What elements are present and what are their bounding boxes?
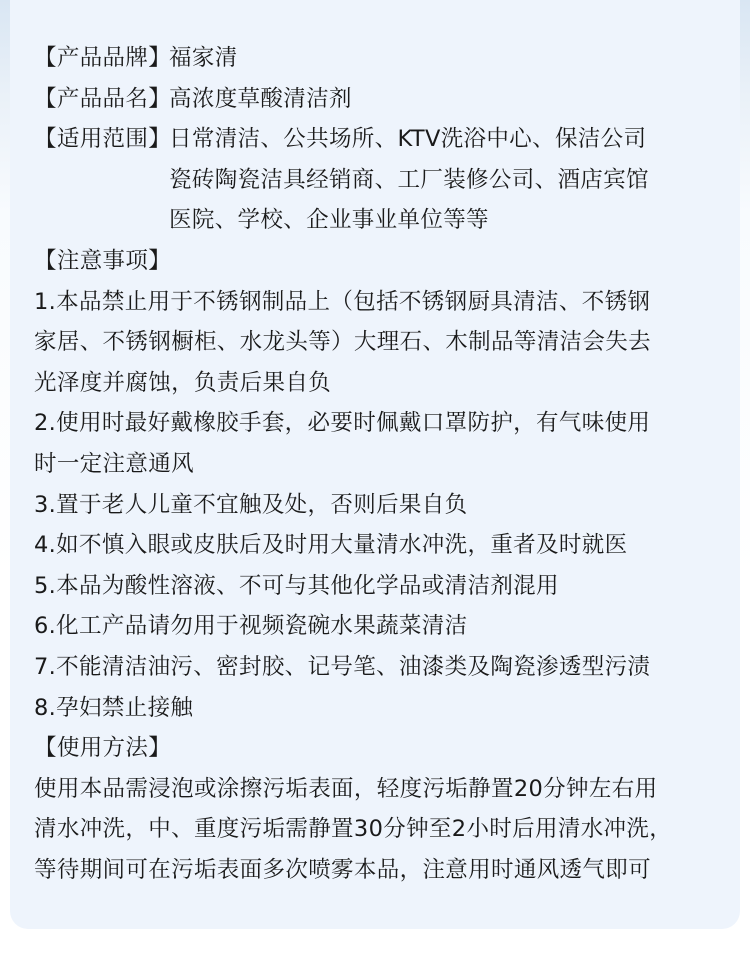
scope-line: 医院、学校、企业事业单位等等: [169, 207, 489, 234]
product-info-card: [10, 0, 740, 929]
product-name-value: 高浓度草酸清洁剂: [169, 85, 352, 112]
brand-value: 福家清: [169, 45, 238, 71]
usage-line: 等待期间可在污垢表面多次喷雾本品，注意用时通风透气即可: [34, 856, 651, 883]
note-line: 光泽度并腐蚀，负责后果自负: [34, 369, 332, 396]
notes-heading: 【注意事项】: [34, 247, 172, 274]
scope-row: [34, 119, 740, 160]
note-line: 家居、不锈钢橱柜、水龙头等）大理石、木制品等清洁会失去: [34, 329, 651, 356]
note-line: 2.使用时最好戴橡胶手套，必要时佩戴口罩防护，有气味使用: [34, 410, 651, 437]
note-line: 4.如不慎入眼或皮肤后及时用大量清水冲洗，重者及时就医: [34, 532, 628, 559]
product-name-row: [34, 79, 740, 120]
scope-line: 瓷砖陶瓷洁具经销商、工厂装修公司、酒店宾馆: [169, 166, 649, 193]
note-line: 时一定注意通风: [34, 450, 194, 477]
note-line: 5.本品为酸性溶液、不可与其他化学品或清洁剂混用: [34, 572, 559, 599]
usage-line: 清水冲洗，中、重度污垢需静置30分钟至2小时后用清水冲洗，: [34, 816, 673, 843]
note-line: 7.不能清洁油污、密封胶、记号笔、油漆类及陶瓷渗透型污渍: [34, 653, 651, 680]
note-line: 8.孕妇禁止接触: [34, 694, 194, 721]
brand-row: [34, 38, 740, 79]
note-line: 6.化工产品请勿用于视频瓷碗水果蔬菜清洁: [34, 613, 468, 640]
scope-line: 日常清洁、公共场所、KTV洗浴中心、保洁公司: [169, 126, 647, 153]
scope-label: 【适用范围】: [34, 126, 172, 153]
product-name-label: 【产品品名】: [34, 85, 172, 112]
note-line: 1.本品禁止用于不锈钢制品上（包括不锈钢厨具清洁、不锈钢: [34, 288, 651, 315]
usage-line: 使用本品需浸泡或涂擦污垢表面，轻度污垢静置20分钟左右用: [34, 775, 658, 802]
usage-heading: 【使用方法】: [34, 735, 172, 762]
note-line: 3.置于老人儿童不宜触及处，否则后果自负: [34, 491, 468, 518]
brand-label: 【产品品牌】: [34, 45, 172, 71]
